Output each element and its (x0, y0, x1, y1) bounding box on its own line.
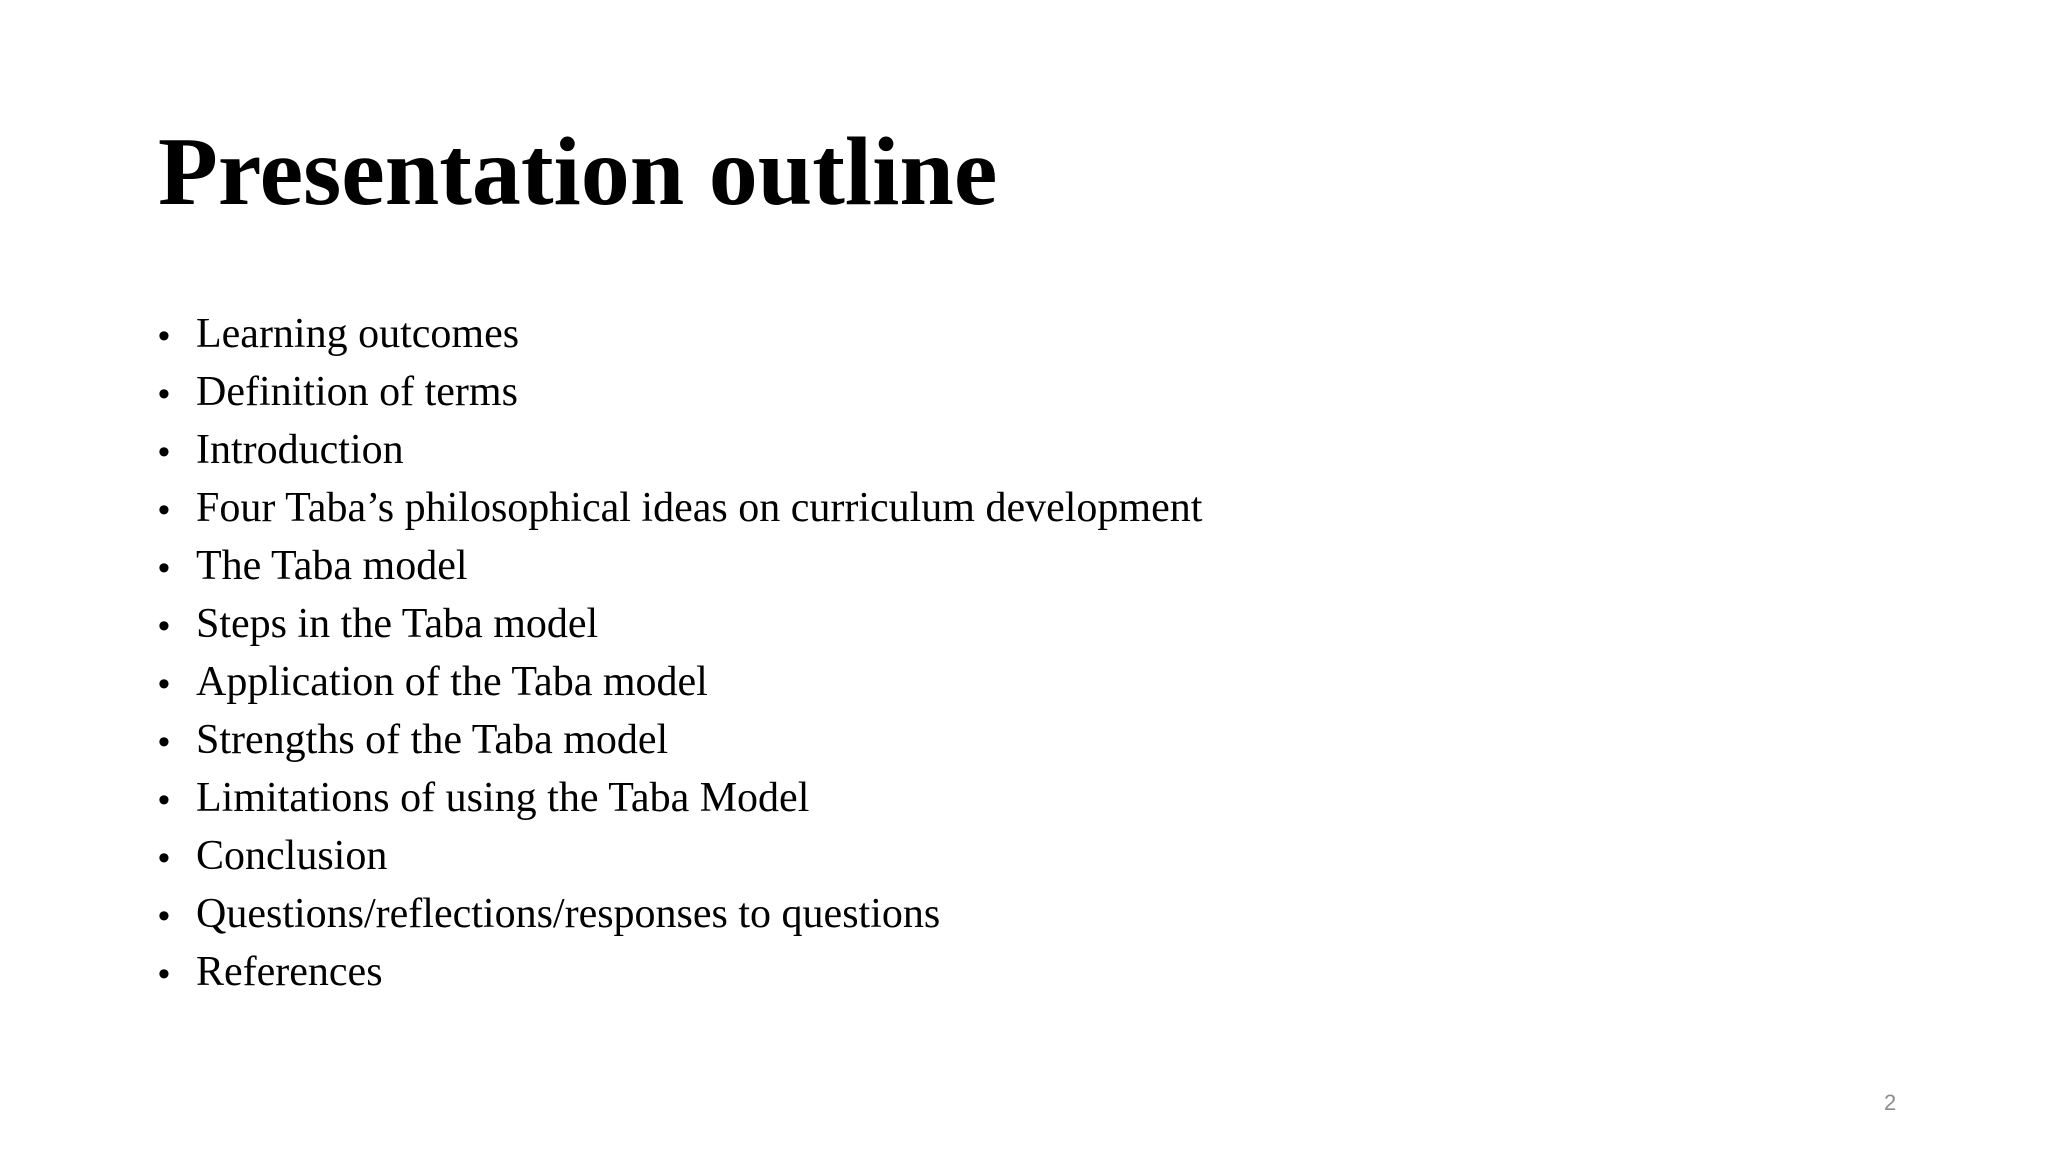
list-item-text: Learning outcomes (196, 311, 520, 357)
list-item-text: Definition of terms (196, 369, 518, 415)
bullet-icon: • (158, 723, 170, 761)
bullet-icon: • (158, 665, 170, 703)
bullet-icon: • (158, 549, 170, 587)
list-item-text: Questions/reflections/responses to questions (196, 891, 941, 937)
bullet-icon: • (158, 491, 170, 529)
list-item-text: Strengths of the Taba model (196, 717, 669, 763)
list-item (158, 943, 1202, 1001)
list-item-text: Limitations of using the Taba Model (196, 775, 810, 821)
bullet-icon: • (158, 781, 170, 819)
list-item-text: Introduction (196, 427, 404, 473)
list-item-text: References (196, 949, 383, 995)
bullet-icon: • (158, 839, 170, 877)
bullet-icon: • (158, 375, 170, 413)
list-item (158, 827, 1202, 885)
bullet-icon: • (158, 897, 170, 935)
list-item (158, 479, 1202, 537)
list-item (158, 363, 1202, 421)
list-item (158, 595, 1202, 653)
list-item-text: Application of the Taba model (196, 659, 708, 705)
slide-title: Presentation outline (158, 118, 998, 226)
outline-list (158, 305, 1202, 1001)
bullet-icon: • (158, 607, 170, 645)
page-number: 2 (1884, 1090, 1897, 1115)
list-item (158, 711, 1202, 769)
list-item (158, 305, 1202, 363)
list-item (158, 885, 1202, 943)
list-item (158, 421, 1202, 479)
list-item (158, 769, 1202, 827)
list-item (158, 537, 1202, 595)
list-item-text: Four Taba’s philosophical ideas on curriculum development (196, 485, 1203, 531)
list-item (158, 653, 1202, 711)
list-item-text: Steps in the Taba model (196, 601, 599, 647)
list-item-text: Conclusion (196, 833, 388, 879)
bullet-icon: • (158, 317, 170, 355)
list-item-text: The Taba model (196, 543, 468, 589)
bullet-icon: • (158, 955, 170, 993)
bullet-icon: • (158, 433, 170, 471)
